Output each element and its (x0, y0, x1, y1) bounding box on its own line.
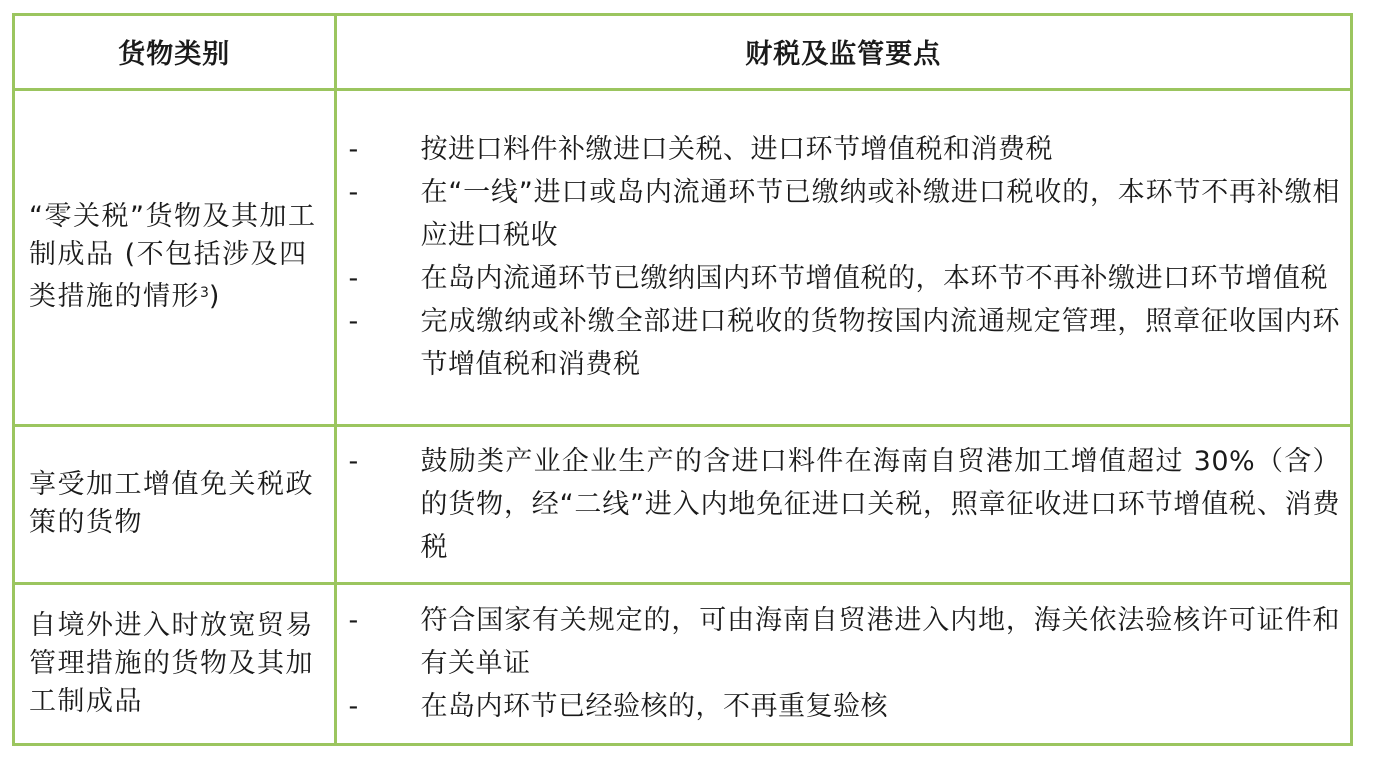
points-cell (335, 89, 1350, 425)
point-text: 符合国家有关规定的，可由海南自贸港进入内地，海关依法验核许可证件和有关单证 (420, 605, 1340, 680)
list-item (337, 171, 1341, 257)
list-item (337, 440, 1341, 569)
table-row (15, 583, 1350, 743)
points-cell (335, 425, 1350, 583)
bullet-dash: - (348, 605, 359, 637)
category-cell (15, 425, 335, 583)
point-text: 按进口料件补缴进口关税、进口环节增值税和消费税 (420, 134, 1053, 165)
point-text: 在岛内流通环节已缴纳国内环节增值税的，本环节不再补缴进口环节增值税 (420, 263, 1328, 294)
point-text: 完成缴纳或补缴全部进口税收的货物按国内流通规定管理，照章征收国内环节增值税和消费税 (420, 306, 1340, 380)
list-item (337, 599, 1341, 685)
list-item (337, 128, 1341, 171)
list-item (337, 300, 1341, 386)
bullet-dash: - (348, 263, 359, 294)
header-goods-category: 货物类别 (15, 16, 335, 89)
points-list (337, 128, 1351, 386)
point-text: 在岛内环节已经验核的，不再重复验核 (420, 691, 888, 723)
category-text: “零关税”货物及其加工制成品 (不包括涉及四类措施的情形 (29, 201, 317, 312)
points-list (337, 440, 1351, 569)
bullet-dash: - (348, 306, 359, 337)
point-text: 在“一线”进口或岛内流通环节已缴纳或补缴进口税收的，本环节不再补缴相应进口税收 (420, 177, 1340, 251)
category-cell (15, 89, 335, 425)
category-text-suffix: ) (208, 281, 221, 312)
bullet-dash: - (348, 134, 359, 165)
bullet-dash: - (348, 691, 359, 723)
category-cell (15, 583, 335, 743)
bullet-dash: - (348, 177, 359, 208)
category-text: 自境外进入时放宽贸易管理措施的货物及其加工制成品 (29, 609, 314, 717)
point-text: 鼓励类产业企业生产的含进口料件在海南自贸港加工增值超过 30%（含）的货物，经“二线”进入内地免征进口关税，照章征收进口环节增值税、消费税 (420, 445, 1340, 563)
policy-table-frame (12, 13, 1353, 746)
points-list (337, 599, 1351, 728)
category-text: 享受加工增值免关税政策的货物 (29, 469, 314, 538)
table-row (15, 425, 1350, 583)
table-row (15, 89, 1350, 425)
header-tax-supervision-points: 财税及监管要点 (335, 16, 1350, 89)
list-item (337, 257, 1341, 300)
points-cell (335, 583, 1350, 743)
policy-table (15, 16, 1350, 743)
list-item (337, 685, 1341, 728)
table-header-row (15, 16, 1350, 89)
bullet-dash: - (348, 445, 359, 477)
footnote-marker: 3 (200, 285, 209, 301)
